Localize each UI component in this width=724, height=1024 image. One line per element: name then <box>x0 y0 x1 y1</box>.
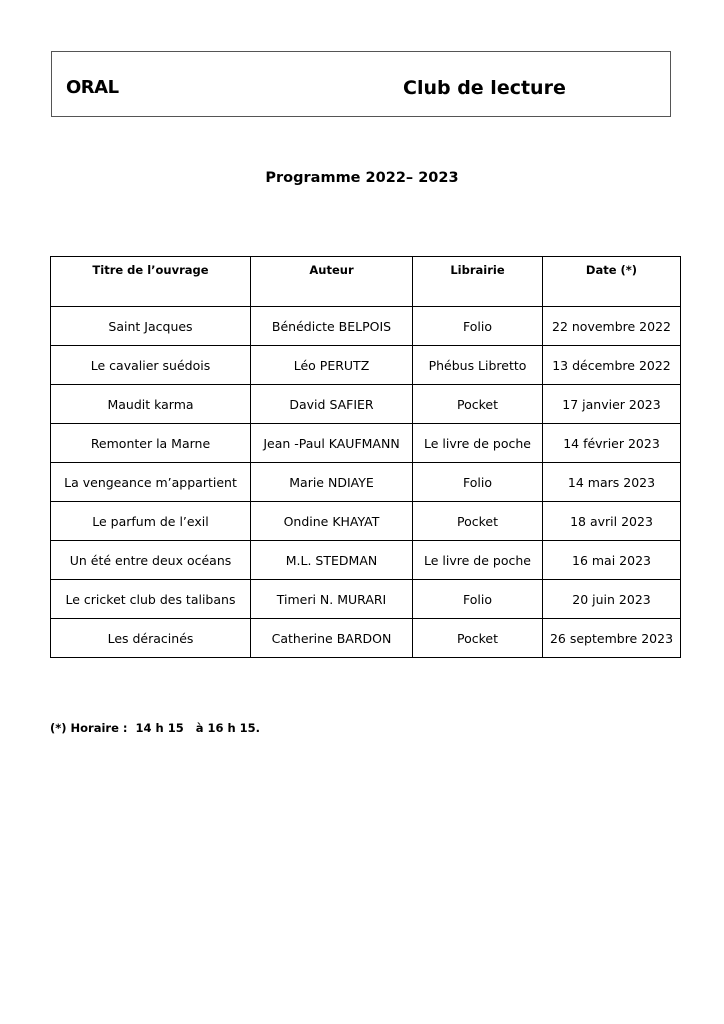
book-publisher: Folio <box>413 463 543 502</box>
book-author: Marie NDIAYE <box>251 463 413 502</box>
column-header-author: Auteur <box>251 257 413 307</box>
table-row <box>51 502 681 541</box>
column-header-date: Date (*) <box>543 257 681 307</box>
table-row <box>51 541 681 580</box>
book-title: Un été entre deux océans <box>51 541 251 580</box>
book-author: Catherine BARDON <box>251 619 413 658</box>
book-title: Les déracinés <box>51 619 251 658</box>
book-title: Remonter la Marne <box>51 424 251 463</box>
book-publisher: Pocket <box>413 619 543 658</box>
book-author: Jean -Paul KAUFMANN <box>251 424 413 463</box>
book-title: Saint Jacques <box>51 307 251 346</box>
book-title: Le cricket club des talibans <box>51 580 251 619</box>
book-publisher: Folio <box>413 580 543 619</box>
table-row <box>51 346 681 385</box>
session-date: 20 juin 2023 <box>543 580 681 619</box>
table-row <box>51 463 681 502</box>
book-title: Le cavalier suédois <box>51 346 251 385</box>
session-date: 14 février 2023 <box>543 424 681 463</box>
book-title: La vengeance m’appartient <box>51 463 251 502</box>
table-row <box>51 385 681 424</box>
book-publisher: Phébus Libretto <box>413 346 543 385</box>
session-date: 18 avril 2023 <box>543 502 681 541</box>
book-author: Timeri N. MURARI <box>251 580 413 619</box>
column-header-title: Titre de l’ouvrage <box>51 257 251 307</box>
program-title: Programme 2022– 2023 <box>265 170 459 186</box>
table-header-row <box>51 257 681 307</box>
program-table <box>50 256 681 658</box>
table-row <box>51 619 681 658</box>
book-title: Le parfum de l’exil <box>51 502 251 541</box>
session-date: 14 mars 2023 <box>543 463 681 502</box>
session-date: 13 décembre 2022 <box>543 346 681 385</box>
table-row <box>51 580 681 619</box>
org-label: ORAL <box>66 77 119 98</box>
book-author: Léo PERUTZ <box>251 346 413 385</box>
table-row <box>51 307 681 346</box>
book-publisher: Pocket <box>413 502 543 541</box>
session-date: 16 mai 2023 <box>543 541 681 580</box>
book-publisher: Le livre de poche <box>413 424 543 463</box>
book-publisher: Pocket <box>413 385 543 424</box>
book-title: Maudit karma <box>51 385 251 424</box>
column-header-publisher: Librairie <box>413 257 543 307</box>
book-author: David SAFIER <box>251 385 413 424</box>
book-author: Ondine KHAYAT <box>251 502 413 541</box>
session-date: 22 novembre 2022 <box>543 307 681 346</box>
book-publisher: Folio <box>413 307 543 346</box>
book-author: Bénédicte BELPOIS <box>251 307 413 346</box>
session-date: 26 septembre 2023 <box>543 619 681 658</box>
session-date: 17 janvier 2023 <box>543 385 681 424</box>
schedule-footnote: (*) Horaire : 14 h 15 à 16 h 15. <box>50 721 261 735</box>
header-box <box>51 51 671 117</box>
book-publisher: Le livre de poche <box>413 541 543 580</box>
book-author: M.L. STEDMAN <box>251 541 413 580</box>
table-row <box>51 424 681 463</box>
club-title: Club de lecture <box>403 77 566 99</box>
